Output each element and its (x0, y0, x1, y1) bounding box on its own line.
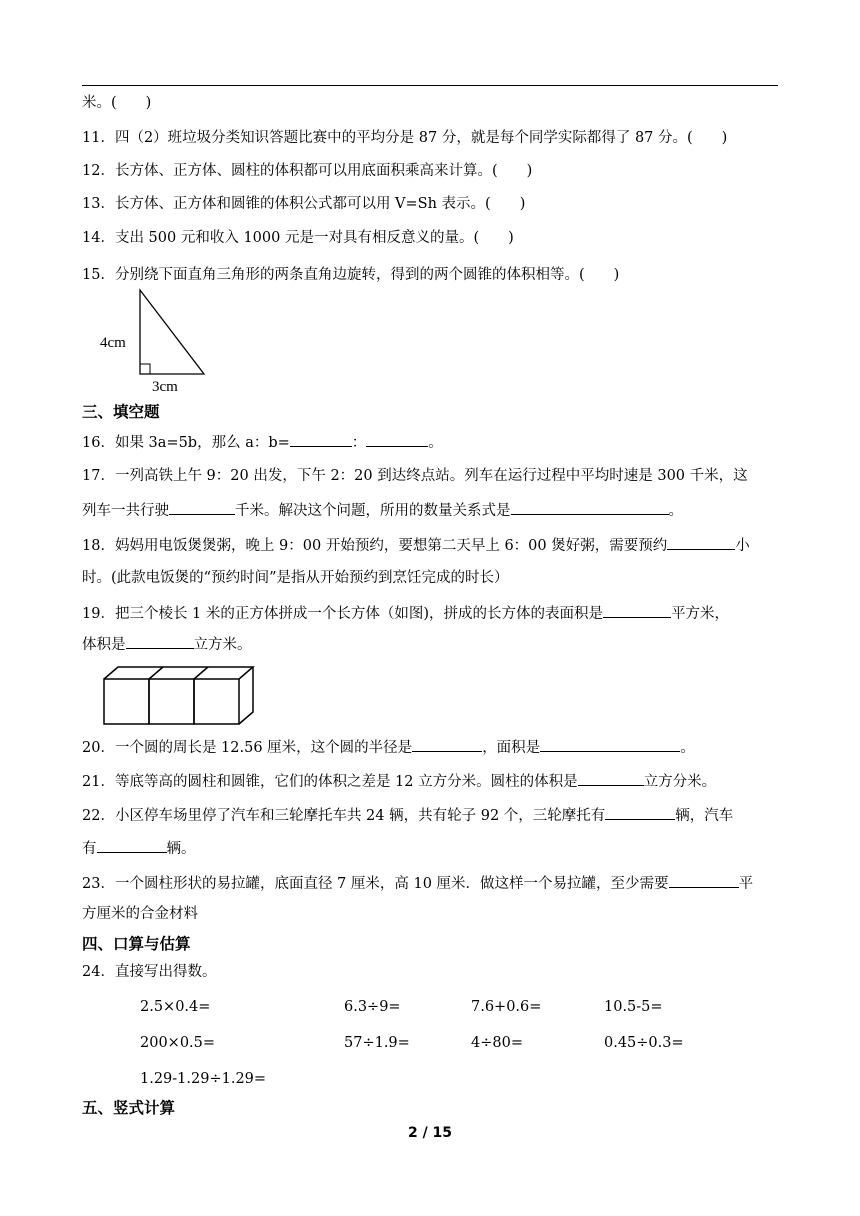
three-cubes-figure (100, 664, 260, 728)
right-triangle-figure (96, 286, 216, 396)
question-22-line-2 (82, 838, 196, 859)
calc-item: 57÷1.9= (344, 1035, 410, 1051)
q16-end: 。 (428, 435, 443, 451)
question-18-line-2: 时。(此款电饭煲的“预约时间”是指从开始预约到烹饪完成的时长） (82, 570, 509, 586)
side-face-edges (239, 667, 253, 724)
q20-end: 。 (680, 740, 695, 756)
q21-text-b: 立方分米。 (643, 774, 717, 790)
answer-blank[interactable] (366, 432, 428, 447)
section-4-title: 四、口算与估算 (82, 935, 191, 953)
q22-text-d: 辆。 (166, 841, 196, 857)
header-rule (82, 85, 778, 86)
question-17-line-2 (82, 500, 683, 521)
answer-blank[interactable] (540, 737, 680, 752)
calc-item: 200×0.5= (140, 1035, 216, 1051)
answer-blank[interactable] (605, 805, 675, 820)
question-10-tail: 米。( ) (82, 95, 152, 111)
q17-text-b: 千米。解决这个问题，所用的数量关系式是 (235, 503, 511, 519)
q20-text-b: ，面积是 (482, 740, 541, 756)
q16-text: 16．如果 3a=5b，那么 a：b= (82, 435, 290, 451)
answer-blank[interactable] (412, 737, 482, 752)
top-face-edges (104, 667, 253, 679)
calc-item: 4÷80= (471, 1035, 523, 1051)
q18-text-b: 小 (735, 538, 750, 554)
question-24: 24．直接写出得数。 (82, 964, 217, 980)
q16-colon: ： (351, 435, 367, 451)
top-face-divider (194, 667, 208, 679)
q23-text-a: 23．一个圆柱形状的易拉罐，底面直径 7 厘米，高 10 厘米．做这样一个易拉罐，至少需要 (82, 876, 669, 892)
answer-blank[interactable] (603, 603, 671, 618)
q17-end: 。 (668, 503, 683, 519)
answer-blank[interactable] (667, 535, 735, 550)
answer-blank[interactable] (669, 873, 739, 888)
question-20 (82, 737, 695, 758)
question-19-line-2 (82, 634, 252, 655)
q19-text-c: 体积是 (82, 637, 126, 653)
q22-text-b: 辆，汽车 (675, 808, 734, 824)
q17-text-a: 列车一共行驶 (82, 503, 169, 519)
q19-text-b: 平方米， (671, 606, 730, 622)
q22-text-a: 22．小区停车场里停了汽车和三轮摩托车共 24 辆，共有轮子 92 个，三轮摩托有 (82, 808, 606, 824)
question-19-line-1 (82, 603, 729, 624)
calc-item: 0.45÷0.3= (604, 1035, 684, 1051)
side-length-label: 4cm (100, 335, 126, 351)
answer-blank[interactable] (97, 838, 167, 853)
question-11: 11．四（2）班垃圾分类知识答题比赛中的平均分是 87 分，就是每个同学实际都得了 87 分。( ) (82, 130, 728, 146)
cube-front-face (149, 679, 194, 724)
q19-text-d: 立方米。 (193, 637, 252, 653)
question-21 (82, 771, 716, 792)
q18-text-a: 18．妈妈用电饭煲煲粥，晚上 9：00 开始预约，要想第二天早上 6：00 煲好粥，需要预约 (82, 538, 668, 554)
calc-item: 10.5-5= (604, 999, 663, 1015)
question-23-line-1 (82, 873, 753, 894)
top-face-divider (149, 667, 163, 679)
question-15: 15．分别绕下面直角三角形的两条直角边旋转，得到的两个圆锥的体积相等。( ) (82, 267, 620, 283)
q21-text-a: 21．等底等高的圆柱和圆锥，它们的体积之差是 12 立方分米。圆柱的体积是 (82, 774, 578, 790)
calc-item: 2.5×0.4= (140, 999, 211, 1015)
answer-blank[interactable] (126, 634, 194, 649)
base-length-label: 3cm (152, 379, 178, 395)
calc-item: 7.6+0.6= (471, 999, 542, 1015)
q23-text-b: 平 (738, 876, 754, 892)
question-22-line-1 (82, 805, 733, 826)
triangle-shape (140, 290, 204, 374)
answer-blank[interactable] (169, 500, 235, 515)
q22-text-c: 有 (82, 841, 97, 857)
question-17-line-1: 17．一列高铁上午 9：20 出发，下午 2：20 到达终点站。列车在运行过程中平均时速是 300 千米，这 (82, 468, 748, 484)
cube-front-face (104, 679, 149, 724)
question-16 (82, 432, 443, 453)
q20-text-a: 20．一个圆的周长是 12.56 厘米，这个圆的半径是 (82, 740, 413, 756)
q19-text-a: 19．把三个棱长 1 米的正方体拼成一个长方体（如图)，拼成的长方体的表面积是 (82, 606, 604, 622)
page-number: 2 / 15 (407, 1125, 453, 1141)
calc-item: 1.29-1.29÷1.29= (140, 1071, 267, 1087)
answer-blank[interactable] (578, 771, 644, 786)
calc-item: 6.3÷9= (344, 999, 401, 1015)
question-14: 14．支出 500 元和收入 1000 元是一对具有相反意义的量。( ) (82, 230, 514, 246)
question-23-line-2: 方厘米的合金材料 (82, 906, 198, 922)
question-18-line-1 (82, 535, 750, 556)
section-3-title: 三、填空题 (82, 403, 160, 421)
answer-blank[interactable] (290, 432, 352, 447)
right-angle-mark (140, 364, 150, 374)
cube-front-face (194, 679, 239, 724)
section-5-title: 五、竖式计算 (82, 1099, 176, 1117)
answer-blank[interactable] (511, 500, 669, 515)
question-12: 12．长方体、正方体、圆柱的体积都可以用底面积乘高来计算。( ) (82, 163, 533, 179)
question-13: 13．长方体、正方体和圆锥的体积公式都可以用 V=Sh 表示。( ) (82, 196, 526, 212)
